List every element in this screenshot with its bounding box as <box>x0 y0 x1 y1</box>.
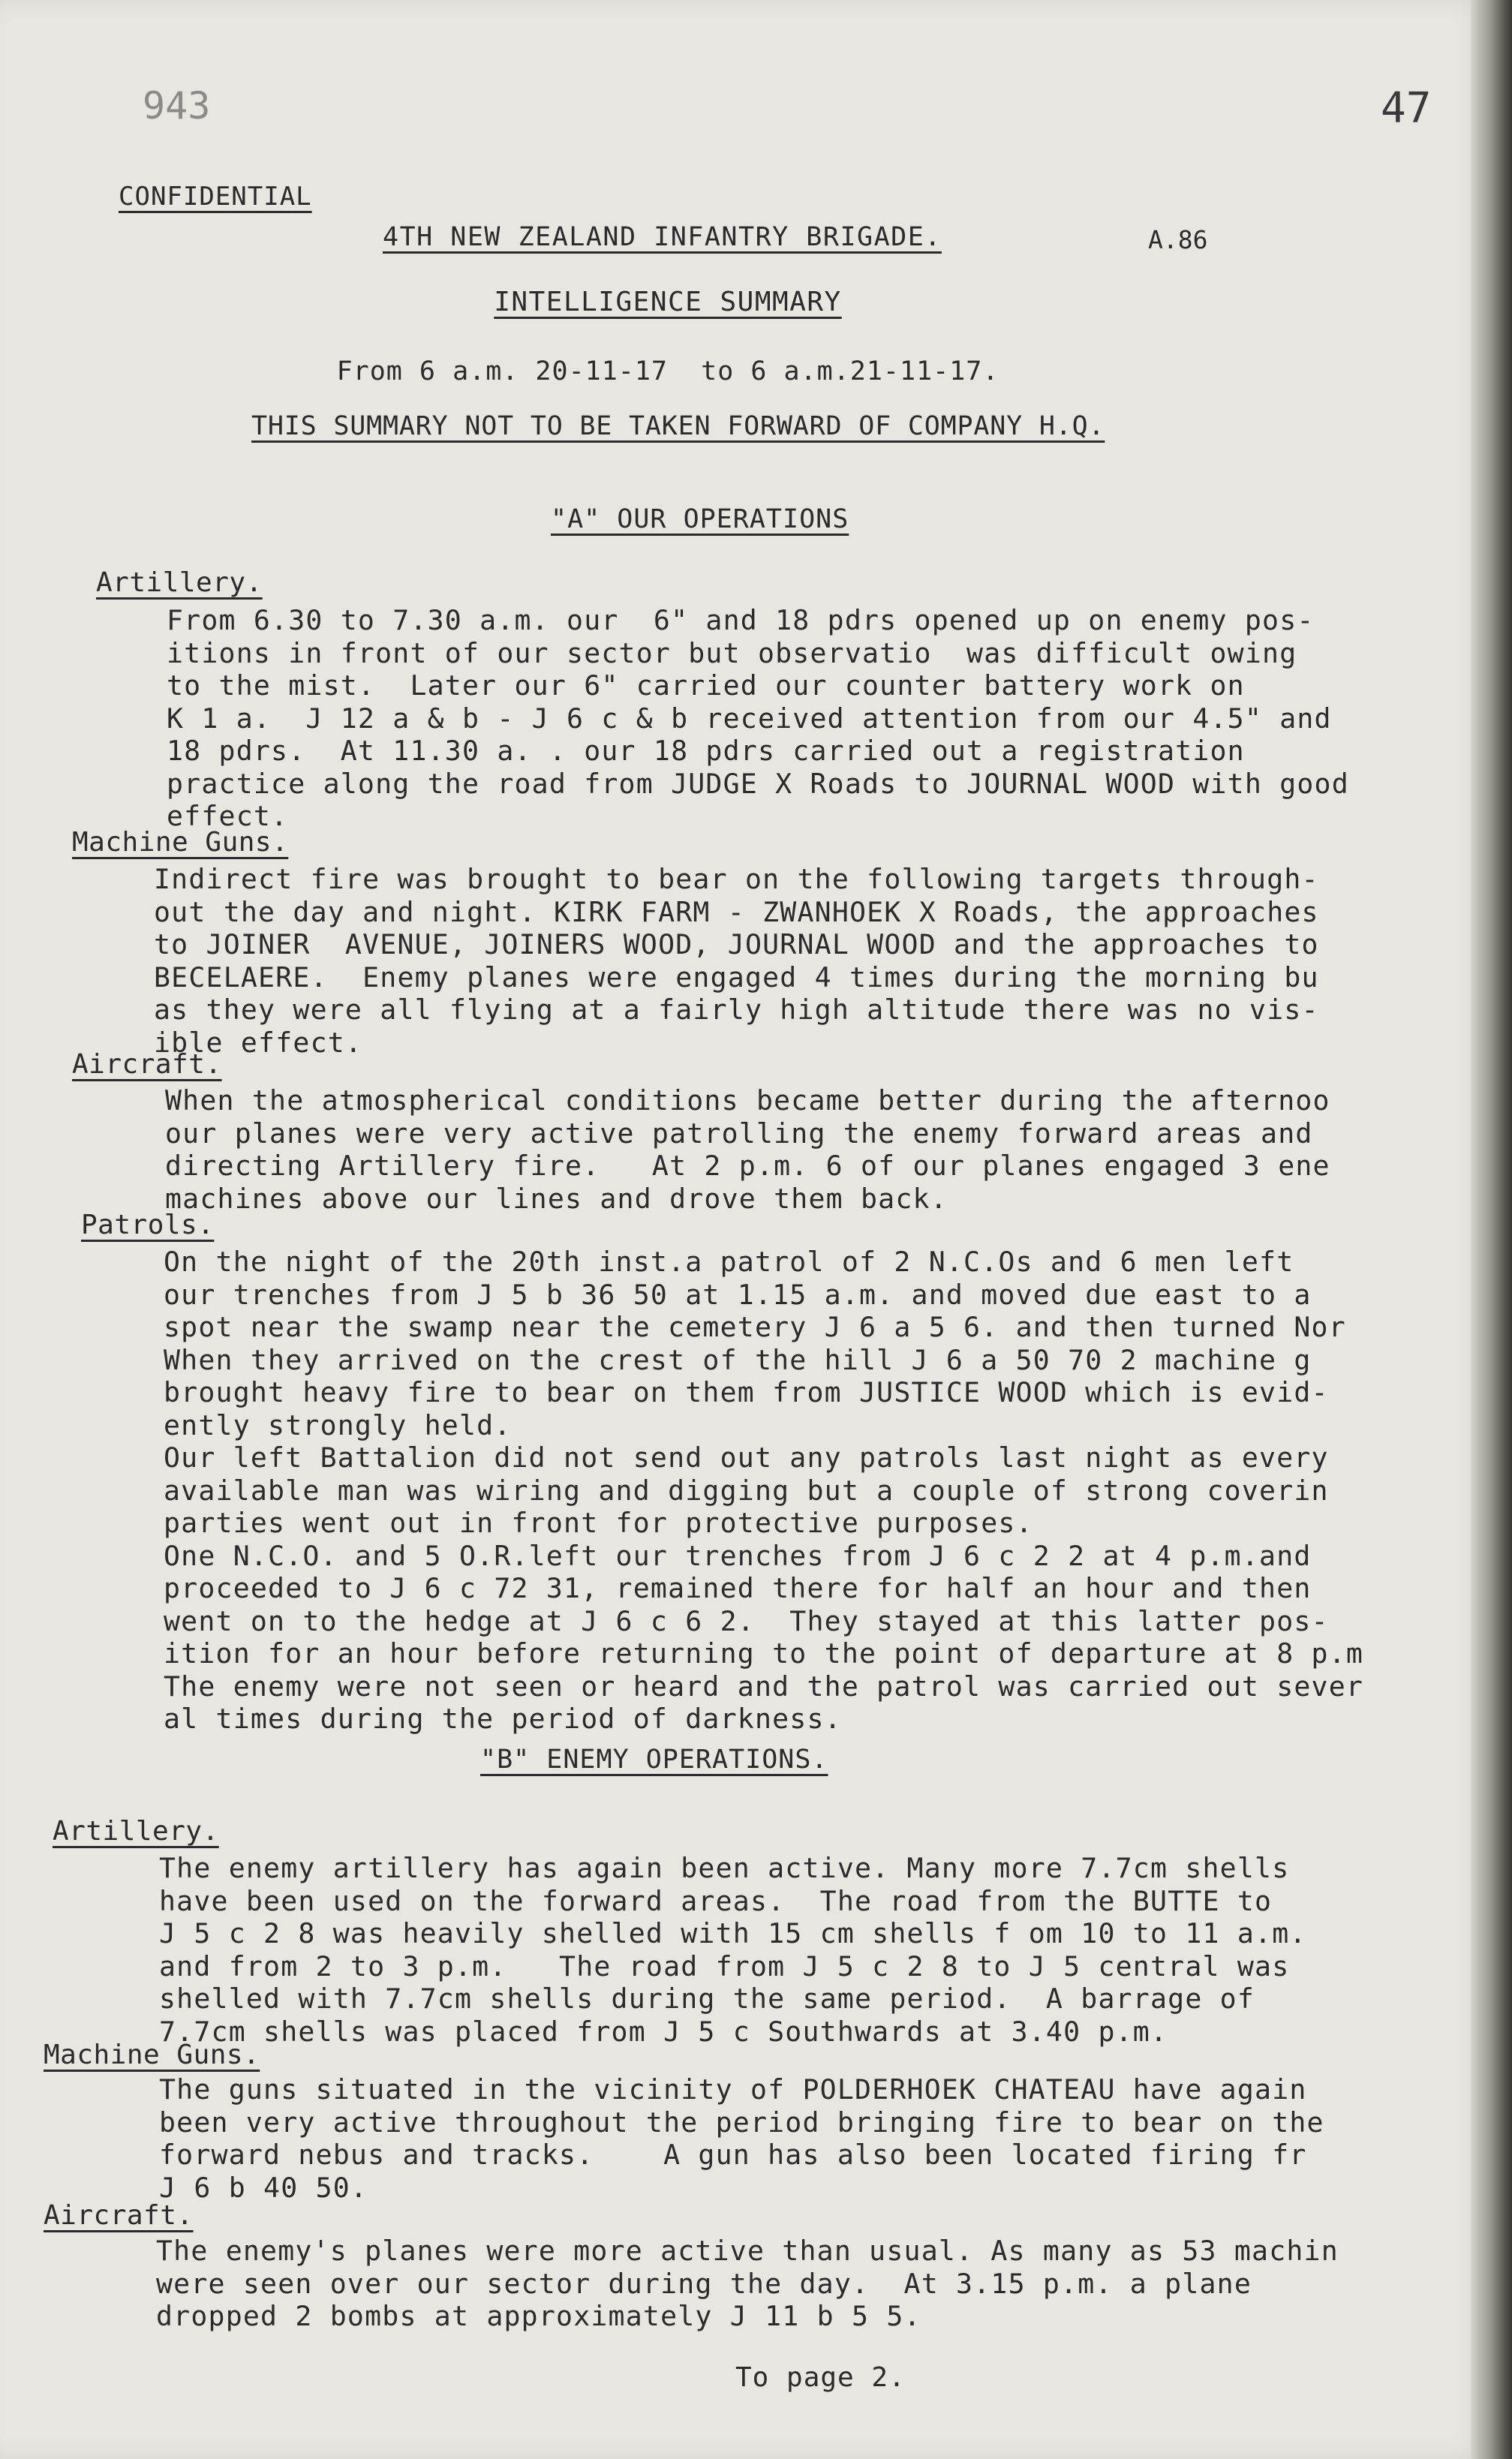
stamp-number: 943 <box>143 84 211 128</box>
distribution-notice: THIS SUMMARY NOT TO BE TAKEN FORWARD OF COMPANY H.Q. <box>251 411 1105 441</box>
section-a-machine-guns-heading: Machine Guns. <box>72 827 289 858</box>
section-a-aircraft-text: When the atmospherical conditions became better during the afternoo our planes were very active patrolling the enemy forward areas and directing Artillery fire. At 2 p.m. 6 of our planes engaged 3 ene machines above our lines and drove them back. <box>165 1084 1330 1215</box>
section-a-machine-guns-text: Indirect fire was brought to bear on the following targets through- out the day and night. KIRK FARM - ZWANHOEK X Roads, the approaches to JOINER AVENUE, JOINERS WOOD, JOURNAL WOOD and the approaches to BECELAERE. Enemy planes were engaged 4 times during the morning bu as they were all flying at a fairly high altitude there was no vis- ible effect. <box>154 863 1319 1059</box>
document-title: INTELLIGENCE SUMMARY <box>494 287 842 317</box>
binder-edge <box>1471 0 1512 2459</box>
section-b-artillery-text: The enemy artillery has again been active. Many more 7.7cm shells have been used on the forward areas. The road from the BUTTE to J 5 c 2 8 was heavily shelled with 15 cm shells f om 10 to 11 a.m. and from 2 to 3 p.m. The road from J 5 c 2 8 to J 5 central was shelled with 7.7cm shells during the same period. A barrage of 7.7cm shells was placed from J 5 c Southwards at 3.40 p.m. <box>159 1852 1307 2048</box>
section-a-patrols-heading: Patrols. <box>81 1210 215 1240</box>
section-b-artillery-heading: Artillery. <box>53 1816 219 1847</box>
section-b-machine-guns-text: The guns situated in the vicinity of POLDERHOEK CHATEAU have again been very active throughout the period bringing fire to bear on the forward nebus and tracks. A gun has also been located firing fr J 6 b 40 50. <box>159 2073 1324 2204</box>
section-b-aircraft-heading: Aircraft. <box>44 2200 194 2231</box>
classification-label: CONFIDENTIAL <box>119 182 312 212</box>
section-a-artillery-text: From 6.30 to 7.30 a.m. our 6" and 18 pdrs opened up on enemy pos- itions in front of our sector but observatio was difficult owing to the mist. Later our 6" carried our counter battery work on K 1 a. J 12 a & b - J 6 c & b received attention from our 4.5" and 18 pdrs. At 11.30 a. . our 18 pdrs carried out a registration practice along the road from JUDGE X Roads to JOURNAL WOOD with good effect. <box>167 604 1349 832</box>
section-b-machine-guns-heading: Machine Guns. <box>44 2040 260 2070</box>
section-a-patrols-text: On the night of the 20th inst.a patrol of 2 N.C.Os and 6 men left our trenches from J 5 b 36 50 at 1.15 a.m. and moved due east to a spot near the swamp near the cemetery J 6 a 5 6. and then turned Nor When they arrived on the crest of the hill J 6 a 50 70 2 machine g brought heavy fire to bear on them from JUSTICE WOOD which is evid- ently strongly held. Our left Battalion did not send out any patrols last night as every available man was wiring and digging but a couple of strong coverin parties went out in front for protective purposes. One N.C.O. and 5 O.R.left our trenches from J 6 c 2 2 at 4 p.m.and proceeded to J 6 c 72 31, remained there for half an hour and then went on to the hedge at J 6 c 6 2. They stayed at this latter pos- ition for an hour before returning to the point of departure at 8 p.m The enemy were not seen or heard and the patrol was carried out sever al times during the period of darkness. <box>164 1246 1364 1735</box>
section-a-artillery-heading: Artillery. <box>96 567 263 598</box>
section-a-title: "A" OUR OPERATIONS <box>551 504 849 534</box>
section-b-title: "B" ENEMY OPERATIONS. <box>480 1745 828 1775</box>
section-b-aircraft-text: The enemy's planes were more active than usual. As many as 53 machin were seen over our sector during the day. At 3.15 p.m. a plane dropped 2 bombs at approximately J 11 b 5 5. <box>156 2235 1339 2332</box>
unit-name: 4TH NEW ZEALAND INFANTRY BRIGADE. <box>383 222 942 252</box>
continuation-note: To page 2. <box>735 2362 906 2393</box>
page-number: 47 <box>1381 84 1432 133</box>
reference-number: A.86 <box>1148 225 1208 254</box>
period-line: From 6 a.m. 20-11-17 to 6 a.m.21-11-17. <box>336 356 999 386</box>
section-a-aircraft-heading: Aircraft. <box>72 1049 222 1080</box>
